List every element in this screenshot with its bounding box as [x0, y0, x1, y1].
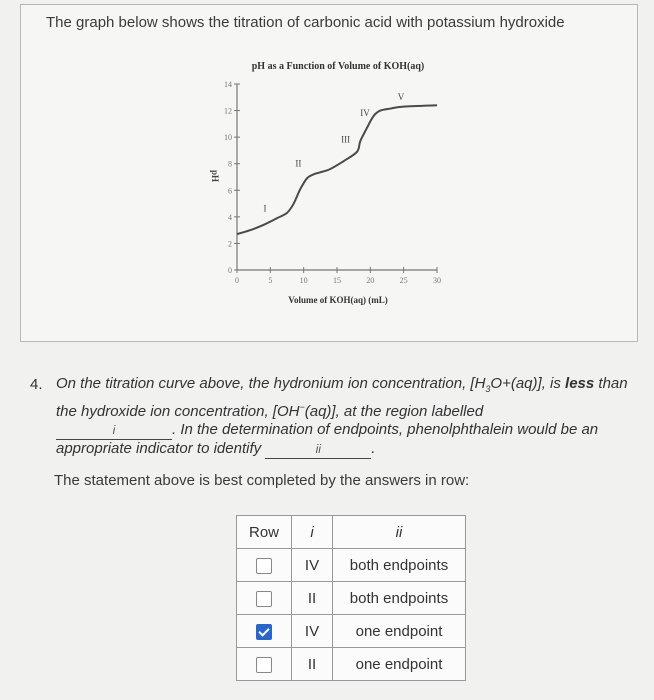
x-tick-label: 25 — [399, 276, 408, 285]
region-label: IV — [360, 107, 370, 118]
y-tick-label: 8 — [228, 159, 232, 169]
question-period: . — [371, 440, 376, 457]
superscript-minus: − — [299, 402, 305, 412]
cell-ii: one endpoint — [333, 648, 466, 681]
header-ii: ii — [333, 516, 466, 549]
table-row[interactable] — [237, 648, 466, 681]
x-tick-label: 0 — [235, 276, 239, 285]
header-row: Row — [237, 516, 292, 549]
y-tick-label: 6 — [228, 186, 232, 196]
region-label: I — [263, 203, 267, 214]
question-less: less — [565, 375, 595, 392]
y-tick-label: 0 — [228, 266, 232, 275]
y-tick-label: 4 — [228, 212, 232, 222]
blank-i: i — [56, 421, 172, 440]
question-line2b: (aq)], at the region labelled — [304, 403, 484, 420]
question-line2: than the hydroxide ion concentration, [OH — [56, 375, 628, 420]
row-select-cell[interactable] — [237, 615, 292, 648]
titration-chart — [0, 0, 654, 340]
cell-i: II — [292, 582, 333, 615]
figure-caption: The graph below shows the titration of carbonic acid with potassium hydroxide — [46, 14, 565, 31]
question-line1b: O+(aq)], is — [490, 375, 561, 392]
x-tick-label: 20 — [366, 276, 375, 285]
question-number: 4. — [30, 376, 43, 393]
row-checkbox[interactable] — [256, 558, 272, 574]
y-axis-label: pH — [210, 169, 220, 183]
row-checkbox[interactable] — [256, 657, 272, 673]
x-tick-label: 5 — [268, 276, 273, 285]
cell-ii: one endpoint — [333, 615, 466, 648]
blank-ii: ii — [265, 440, 371, 459]
header-i: i — [292, 516, 333, 549]
subscript-3: 3 — [485, 384, 491, 394]
row-select-cell[interactable] — [237, 549, 292, 582]
x-tick-label: 30 — [433, 276, 441, 285]
row-select-cell[interactable] — [237, 582, 292, 615]
chart-title: pH as a Function of Volume of KOH(aq) — [251, 61, 425, 72]
titration-curve-line — [237, 105, 437, 234]
x-tick-label: 15 — [333, 276, 341, 285]
row-checkbox[interactable] — [256, 624, 272, 640]
y-tick-label: 14 — [224, 80, 232, 89]
y-tick-label: 10 — [224, 133, 232, 143]
statement-text: The statement above is best completed by the answers in row: — [54, 472, 470, 489]
cell-i: II — [292, 648, 333, 681]
cell-ii: both endpoints — [333, 549, 466, 582]
table-row[interactable] — [237, 615, 466, 648]
y-tick-label: 12 — [224, 106, 232, 116]
x-tick-label: 10 — [299, 276, 308, 285]
cell-i: IV — [292, 549, 333, 582]
answer-table — [236, 515, 466, 681]
table-header-row — [237, 516, 466, 549]
table-row[interactable] — [237, 582, 466, 615]
region-label: II — [295, 158, 302, 169]
row-select-cell[interactable] — [237, 648, 292, 681]
cell-i: IV — [292, 615, 333, 648]
question-text — [56, 375, 636, 459]
question-line3: . In the determination of endpoints, phenolphthalein would be an appropriate indicator to identify — [56, 421, 599, 457]
cell-ii: both endpoints — [333, 582, 466, 615]
row-checkbox[interactable] — [256, 591, 272, 607]
region-label: V — [397, 91, 405, 102]
region-label: III — [341, 134, 351, 145]
y-tick-label: 2 — [228, 239, 232, 249]
x-axis-label: Volume of KOH(aq) (mL) — [288, 295, 388, 305]
question-line1: On the titration curve above, the hydronium ion concentration, [H — [56, 375, 486, 392]
table-row[interactable] — [237, 549, 466, 582]
